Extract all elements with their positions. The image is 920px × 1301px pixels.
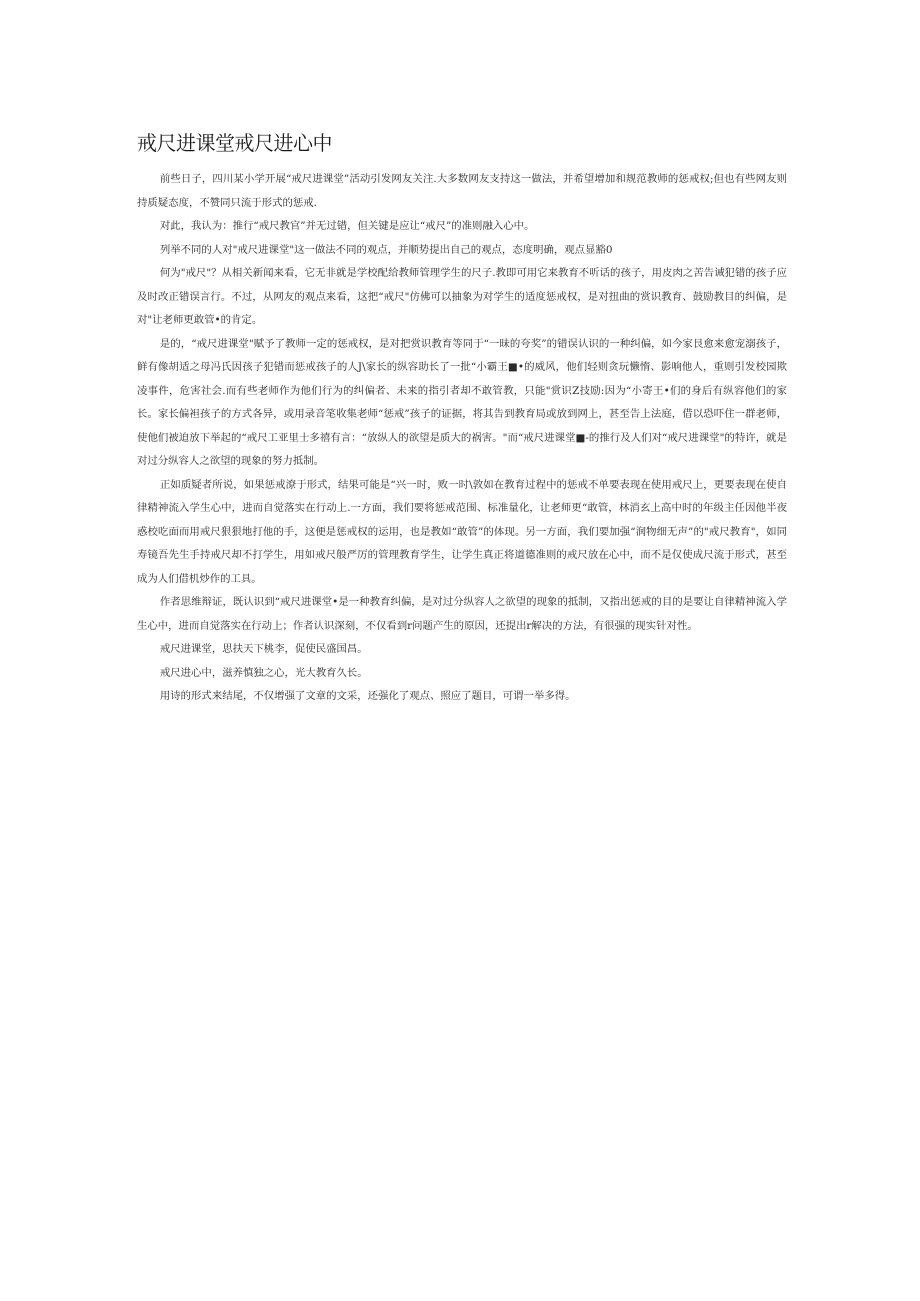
document-title: 戒尺进课堂戒尺进心中 xyxy=(137,131,332,155)
paragraph: 对此，我认为：推行“戒尺教官”并无过错，但关键是应让“戒尺”的准则融入心中。 xyxy=(159,220,535,232)
paragraph: 何为"戒尺"？从相关新闻来看，它无非就是学校配给教师管理学生的尺子.教即可用它来教育不听话的孩子，用皮肉之苦告诫犯错的孩子应及时改正错误言行。不过，从网友的观点来看，这把“戒尺"仿佛可以抽象为对学生的适度惩戒权，是对扭曲的赏识教育、鼓励教目的纠偏，是对"让老师更敢管•的肯定。 xyxy=(137,267,787,326)
paragraph: 前些日子，四川某小学开展“戒尺进课堂”活动引发网友关注.大多数网友支持这一做法，并希望增加和规范教师的惩戒权;但也有些网友则持质疑态度，不赞同只流于形式的惩戒. xyxy=(137,173,787,209)
paragraph: 用诗的形式来结尾，不仅增强了文章的文采，还强化了观点、照应了题目，可谓一举多得。 xyxy=(159,690,576,702)
paragraph: 正如质疑者所说，如果惩戒潦于形式，结果可能是“兴一时，败一时\敦如在教育过程中的惩戒不单要表现在使用戒尺上，更要表现在使自律精神流入学生心中，进而自觉落实在行动上.一方面，我们要将惩戒范围、标准量化，让老师更“敢管，林消玄上高中时的年级主任因他半夜惑校吃面而用戒尺狠狠地打他的手，这便是惩戒权的运用，也是教如“敢管”的体现。另一方面，我们要加强“润物细无声”的"戒尺教育"，如同寿镜吾先生手持戒尺却不打学生，用如戒尺般严厉的管理教育学生，让学生真正将道德准则的戒尺放在心中，而不是仅使成尺流于形式，甚至成为人们借机炒作的工具。 xyxy=(137,478,787,585)
document-body xyxy=(137,168,787,709)
paragraph: 作者思维辩证，既认识到“戒尺进课堂•是一种教育纠偏，是对过分纵容人之欲望的现象的抵制，又指出惩戒的目的是要让自律精神流入学生心中，进而自觉落实在行动上；作者认识深刻，不仅看到r问题产生的原因，还提出r解决的方法，有很强的现实针对性。 xyxy=(137,596,787,632)
paragraph: 列举不同的人对"戒尺进课堂"这一做法不同的观点，并顺势提出自己的观点，态度明确，观点显豁0 xyxy=(159,243,613,256)
paragraph: 戒尺进心中，滋养慎独之心，光大教育久长。 xyxy=(159,666,368,679)
paragraph: 是的，“戒尺进课堂"赋予了教师一定的惩戒权，是对把赏识教育等同于“一昧的夸奖”的错误认识的一种纠偏，如今家艮愈来愈宠溺孩子，鲜有像胡适之母冯氏因孩子犯错而惩戒孩子的人J\家长的纵容助长了一批“小霸王■•的威风，他们轻则贪玩懒惰、影响他人，重则引发校园欺凌事件，危害社会.而有些老师作为他们行为的纠偏者、未来的指引者却不敢管教，只能"赏识Z技励:因为“小寄王•们的身后有纵容他们的家长。家长偏袒孩子的方式各异，或用录音笔收集老师“惩戒”孩子的证据，将其告到教育局或放到网上，甚至告上法庭，借以恐吓住一群老师，使他们被迫放下举起的“戒尺工亚里士多禧有言：“放纵人的欲望是质大的祸害。"而“戒尺进课堂■-的推行及人们对“戒尺进课堂"的特许，就是对过分纵容人之欲望的现象的努力抵制。 xyxy=(137,337,787,467)
document-page xyxy=(137,128,787,709)
paragraph: 戒尺进课堂，思扶天下桃李，促使民盛国昌。 xyxy=(159,643,368,655)
